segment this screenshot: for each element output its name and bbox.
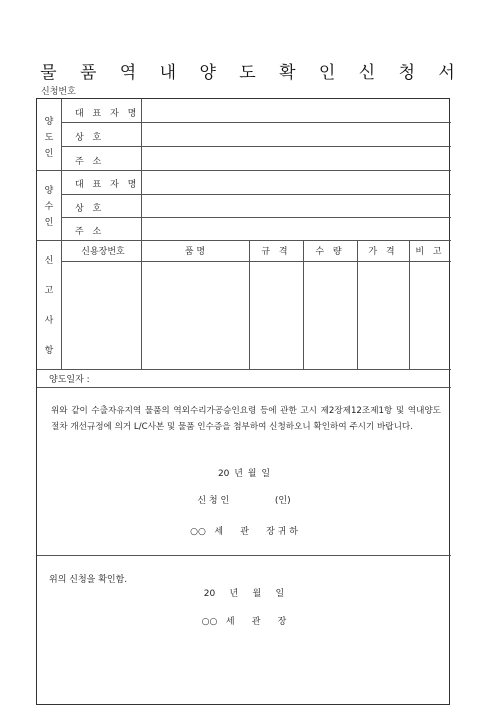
application-date: 20 년 월 일 <box>217 469 271 479</box>
page-title: 물 품 역 내 양 도 확 인 신 청 서 <box>40 63 464 83</box>
column-lc-number: 신용장번호 <box>81 247 125 257</box>
transferee-label-1: 양 <box>44 186 54 196</box>
declaration-label-1: 신 <box>44 256 54 266</box>
column-quantity: 수 량 <box>315 247 345 257</box>
application-number-label: 신청번호 <box>41 87 76 97</box>
request-statement: 위와 같이 수출자유지역 물품의 역외수리가공승인요령 등에 관한 고시 제2장제12조제1항 및 역내양도 절차 개선규정에 의거 L/C사본 및 물품 인수증을 첨부하여 신청하오니 확인하여 주시기 바랍니다. <box>51 406 441 432</box>
column-price: 가 격 <box>368 247 398 257</box>
transferee-company-label: 상 호 <box>75 204 105 214</box>
column-remarks: 비 고 <box>415 247 445 257</box>
transferor-representative-label: 대 표 자 명 <box>75 109 140 119</box>
transferor-label-1: 양 <box>44 117 54 127</box>
applicant-signature: 신 청 인 (인) <box>197 496 291 506</box>
column-specification: 규 격 <box>261 247 291 257</box>
transfer-date-label: 양도일자 : <box>49 375 90 385</box>
confirmation-text: 위의 신청을 확인함. <box>49 575 128 585</box>
declaration-label-3: 사 <box>44 316 54 326</box>
declaration-label-2: 고 <box>44 286 54 296</box>
declaration-label-4: 항 <box>44 346 54 356</box>
transferee-label-2: 수 <box>44 202 54 212</box>
transferor-company-label: 상 호 <box>75 133 105 143</box>
transferor-address-label: 주 소 <box>75 157 105 167</box>
transferor-label-3: 인 <box>44 149 54 159</box>
addressee-line: ○○ 세 관 장 귀 하 <box>190 527 298 537</box>
application-form <box>36 98 450 705</box>
transferee-label-3: 인 <box>44 218 54 228</box>
transferor-label-2: 도 <box>44 133 54 143</box>
transferee-address-label: 주 소 <box>75 227 105 237</box>
transferee-representative-label: 대 표 자 명 <box>75 180 140 190</box>
column-item-name: 품 명 <box>184 247 206 257</box>
confirmation-office: ○○ 세 관 장 <box>201 617 287 627</box>
confirmation-date: 20 년 월 일 <box>203 589 285 599</box>
